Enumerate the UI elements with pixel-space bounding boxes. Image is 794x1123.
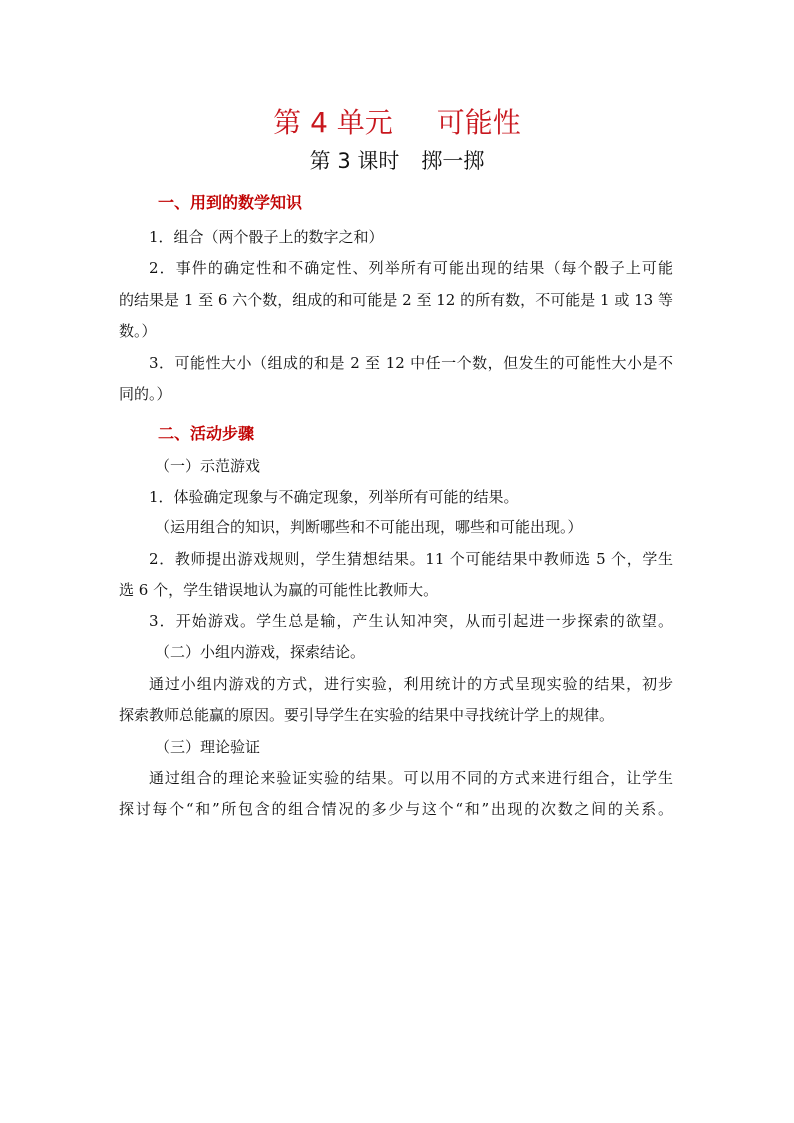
paragraph-line: 2．教师提出游戏规则，学生猜想结果。11 个可能结果中教师选 5 个，学生 [149, 550, 673, 568]
paragraph-line: 探索教师总能赢的原因。要引导学生在实验的结果中寻找统计学上的规律。 [119, 706, 615, 724]
unit-title [0, 101, 794, 141]
paragraph-line: 1．体验确定现象与不确定现象，列举所有可能的结果。 [149, 488, 519, 506]
paragraph-line: 1．组合（两个骰子上的数字之和） [149, 228, 384, 246]
section-heading: 二、活动步骤 [158, 424, 255, 443]
lesson-name: 掷一掷 [421, 149, 485, 173]
paragraph-line: 数。） [119, 322, 157, 340]
paragraph-line: 3．开始游戏。学生总是输，产生认知冲突，从而引起进一步探索的欲望。 [149, 612, 673, 630]
lesson-title [0, 145, 794, 175]
paragraph-line: 的结果是 1 至 6 六个数，组成的和可能是 2 至 12 的所有数，不可能是 1 或 13 等 [119, 291, 673, 309]
paragraph-line: 通过小组内游戏的方式，进行实验，利用统计的方式呈现实验的结果，初步 [149, 675, 673, 693]
unit-label: 第 4 单元 [273, 106, 393, 139]
paragraph-line: 3．可能性大小（组成的和是 2 至 12 中任一个数，但发生的可能性大小是不 [149, 354, 673, 372]
paragraph-line: 选 6 个，学生错误地认为赢的可能性比教师大。 [119, 581, 439, 599]
section-heading: 一、用到的数学知识 [158, 193, 303, 212]
lesson-label: 第 3 课时 [309, 149, 400, 173]
subsection-heading: （一）示范游戏 [155, 457, 261, 475]
paragraph-line: （运用组合的知识，判断哪些和不可能出现，哪些和可能出现。） [155, 518, 583, 536]
paragraph-line: 2．事件的确定性和不确定性、列举所有可能出现的结果（每个骰子上可能 [149, 259, 673, 277]
paragraph-line: 探讨每个“和”所包含的组合情况的多少与这个“和”出现的次数之间的关系。 [119, 800, 673, 818]
paragraph-line: 通过组合的理论来验证实验的结果。可以用不同的方式来进行组合，让学生 [149, 769, 673, 787]
paragraph-line: 同的。） [119, 385, 172, 403]
subsection-heading: （三）理论验证 [155, 738, 261, 756]
subsection-heading: （二）小组内游戏，探索结论。 [155, 643, 366, 661]
unit-topic: 可能性 [436, 106, 521, 139]
